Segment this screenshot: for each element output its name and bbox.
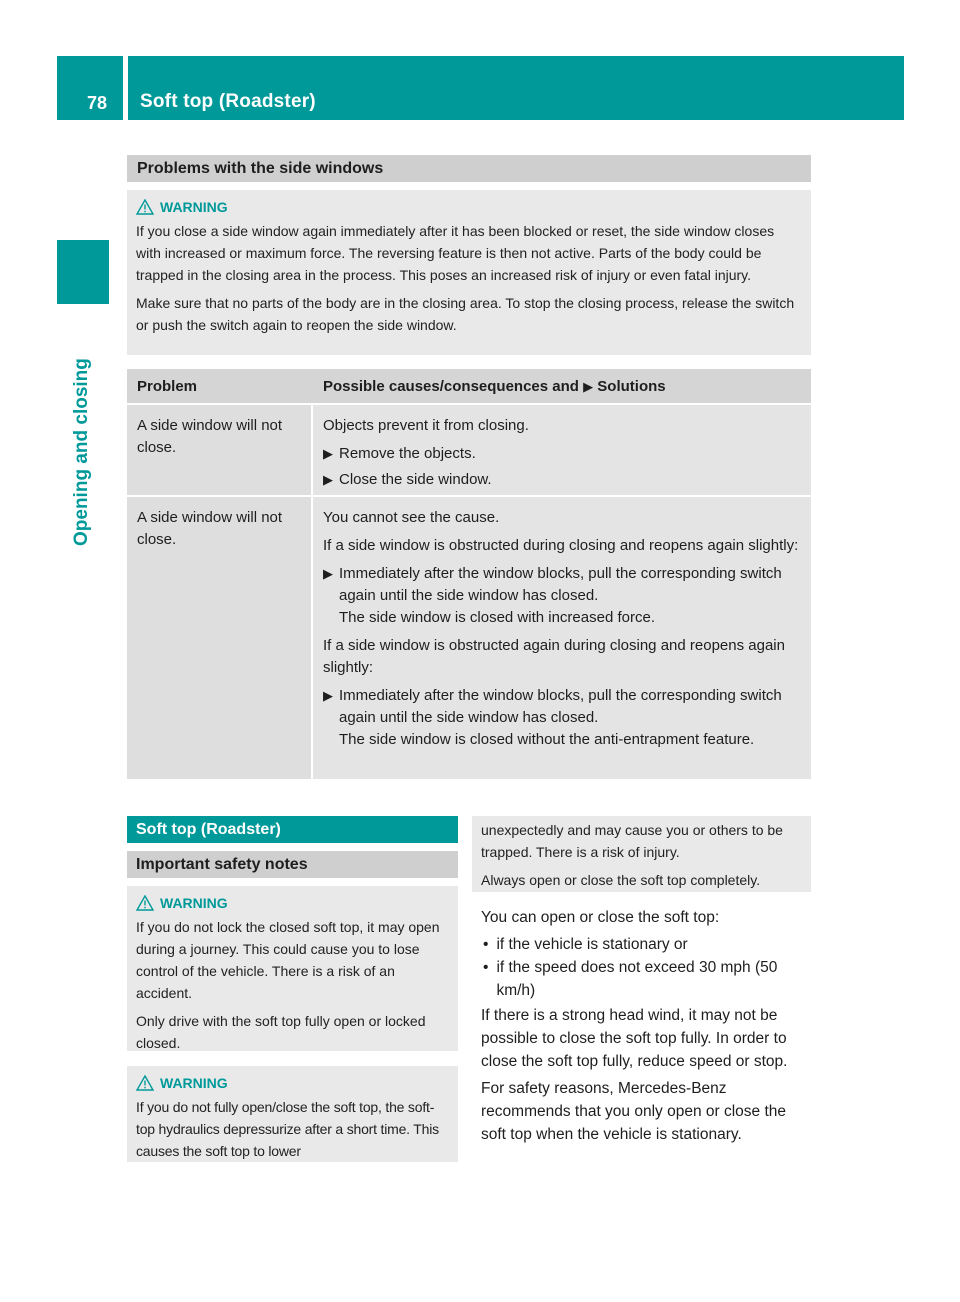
table-row (127, 495, 811, 779)
step-item: ▶ Remove the objects. (323, 443, 801, 465)
page-number-box (57, 56, 123, 120)
soft-top-warning-2-continued: unexpectedly and may cause you or others to be trapped. There is a risk of injury. Always open or close the soft top completely. (472, 816, 811, 892)
arrow-icon: ▶ (583, 379, 594, 394)
warning-triangle-icon (136, 199, 154, 215)
step-item: ▶ Immediately after the window blocks, pull the corresponding switch again until the side window has closed. The side window is closed with increased force. (323, 563, 801, 629)
soft-top-body (481, 906, 813, 1146)
problems-heading: Problems with the side windows (127, 155, 811, 182)
page-number: 78 (87, 93, 108, 113)
list-item: • if the speed does not exceed 30 mph (50 km/h) (483, 959, 778, 999)
step-item: ▶ Close the side window. (323, 469, 801, 491)
step-arrow-icon: ▶ (323, 566, 333, 581)
warning-label: WARNING (160, 1075, 228, 1091)
col-causes: Possible causes/consequences and ▶ Solutions (323, 378, 666, 395)
soft-top-warning-1: WARNING If you do not lock the closed soft top, it may open during a journey. This could cause you to lose control of the vehicle. There is a risk of an accident. Only drive with the soft top fully open or locked closed. (127, 886, 458, 1051)
warning-label: WARNING (160, 199, 228, 215)
chapter-tab (57, 240, 109, 304)
row-problem: A side window will not close. (127, 497, 313, 779)
warning-header (136, 892, 449, 914)
warning-triangle-icon (136, 1075, 154, 1091)
problems-warning-box (127, 190, 811, 355)
row-problem: A side window will not close. (127, 405, 313, 495)
safety-text: For safety reasons, Mercedes-Benz recommends that you only open or close the soft top when the vehicle is stationary. (481, 1080, 787, 1143)
soft-top-heading: Soft top (Roadster) (127, 816, 458, 843)
safety-notes-heading: Important safety notes (127, 851, 458, 878)
row-solution: Objects prevent it from closing. ▶ Remove the objects. ▶ Close the side window. (313, 405, 811, 495)
row-solution: You cannot see the cause. If a side window is obstructed during closing and reopens again slightly: ▶ Immediately after the window blocks, pull the corresponding switch again until the side window has closed. The side window is closed with increased force. If a side window is obstructed again during closing and reopens again slightly: ▶ Immediately after the window blocks, pull the corresponding switch again until the side window has closed. The side window is closed without the anti-entrapment feature. (313, 497, 811, 779)
table-header (127, 369, 811, 403)
step-item: ▶ Immediately after the window blocks, pull the corresponding switch again until the side window has closed. The side window is closed without the anti-entrapment feature. (323, 685, 801, 751)
wind-text: If there is a strong head wind, it may not be possible to close the soft top fully. In order to close the soft top fully, reduce speed or stop. (481, 1007, 788, 1070)
step-arrow-icon: ▶ (323, 688, 333, 703)
problems-table (127, 369, 811, 779)
warning-text-2: Make sure that no parts of the body are in the closing area. To stop the closing process, release the switch or push the switch again to reopen the side window. (136, 295, 795, 333)
soft-top-warning-2: WARNING If you do not fully open/close the soft top, the soft-top hydraulics depressurize after a short time. This causes the soft top to lower (127, 1066, 458, 1162)
warning-header (136, 1072, 449, 1094)
warning-header (136, 196, 802, 218)
warning-text-1: If you close a side window again immediately after it has been blocked or reset, the side window closes with increased or maximum force. The reversing feature is then not active. Parts of the body could be trapped in the closing area in the process. This poses an increased risk of injury or even fatal injury. (136, 223, 775, 283)
table-row (127, 403, 811, 495)
list-item: • if the vehicle is stationary or (483, 936, 688, 953)
header-bar (128, 56, 904, 120)
col-problem: Problem (137, 378, 198, 395)
step-arrow-icon: ▶ (323, 472, 333, 487)
warning-triangle-icon (136, 895, 154, 911)
intro-text: You can open or close the soft top: (481, 909, 720, 926)
header-section-title: Soft top (Roadster) (140, 91, 316, 112)
step-arrow-icon: ▶ (323, 446, 333, 461)
warning-label: WARNING (160, 895, 228, 911)
